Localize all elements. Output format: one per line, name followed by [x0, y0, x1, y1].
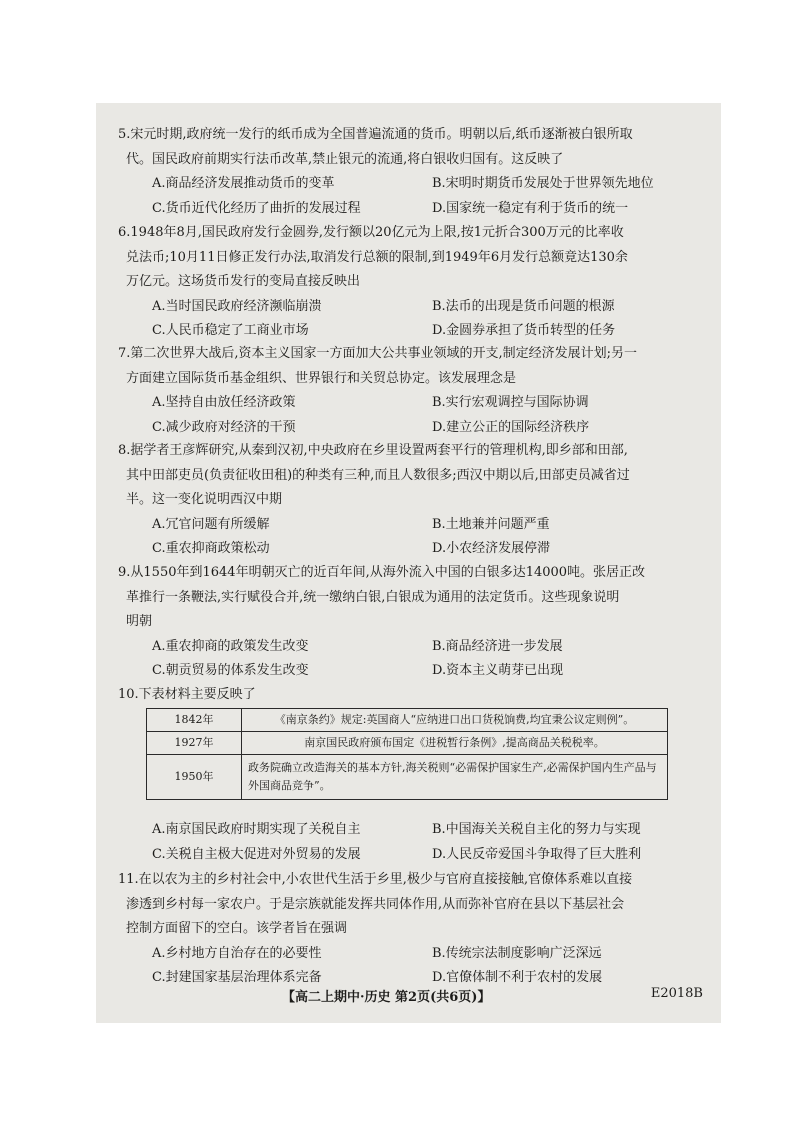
question-6: [118, 221, 702, 344]
paper-code: E2018B: [650, 986, 703, 1001]
table-cell-year: 1842年: [147, 709, 242, 732]
stem-line: 7.第二次世界大战后,资本主义国家一方面加大公共事业领域的开支,制定经济发展计划;另一: [118, 346, 638, 361]
stem-line: 9.从1550年到1644年明朝灭亡的近百年间,从海外流入中国的白银多达14000吨。张居正改: [118, 565, 646, 580]
option-a[interactable]: A.乡村地方自治存在的必要性: [152, 945, 322, 961]
table-cell-text: 《南京条约》规定:英国商人“应纳进口出口货税饷费,均宜秉公议定则例”。: [242, 709, 668, 732]
option-b[interactable]: B.法币的出现是货币问题的根源: [432, 298, 615, 314]
option-d[interactable]: D.金圆券承担了货币转型的任务: [432, 323, 616, 338]
question-7: [118, 342, 702, 440]
option-a[interactable]: A.冗官问题有所缓解: [152, 516, 270, 532]
stem-line: 5.宋元时期,政府统一发行的纸币成为全国普遍流通的货币。明朝以后,纸币逐渐被白银所取: [118, 127, 633, 142]
stem-line: 方面建立国际货币基金组织、世界银行和关贸总协定。该发展理念是: [126, 370, 517, 386]
stem-line: 10.下表材料主要反映了: [118, 687, 256, 702]
question-10-options: [122, 818, 702, 867]
option-d[interactable]: D.国家统一稳定有利于货币的统一: [432, 200, 629, 216]
stem-line: 半。这一变化说明西汉中期: [126, 492, 283, 507]
table-cell-year: 1927年: [147, 732, 242, 755]
options: [122, 172, 702, 221]
option-d[interactable]: D.建立公正的国际经济秩序: [432, 419, 590, 435]
stem-line: 6.1948年8月,国民政府发行金圆券,发行额以20亿元为上限,按1元折合300万元的比率收: [118, 225, 624, 240]
table-cell-text: 南京国民政府颁布国定《进税暂行条例》,提高商品关税税率。: [242, 732, 668, 755]
option-a[interactable]: A.重农抑商的政策发生改变: [152, 638, 309, 654]
question-stem: [118, 123, 702, 172]
options: [122, 818, 702, 867]
question-stem: [118, 221, 702, 295]
question-stem: [118, 439, 702, 513]
table-cell-text: 政务院确立改造海关的基本方针,海关税则“必需保护国家生产,必需保护国内生产品与外国商品竞争”。: [242, 755, 668, 800]
option-b[interactable]: B.土地兼并问题严重: [432, 516, 550, 532]
stem-line: 控制方面留下的空白。该学者旨在强调: [126, 921, 348, 936]
option-c[interactable]: C.封建国家基层治理体系完备: [152, 970, 322, 985]
stem-line: 兑法币;10月11日修正发行办法,取消发行总额的限制,到1949年6月发行总额竟达130余: [126, 249, 628, 265]
stem-line: 其中田部吏员(负责征收田租)的种类有三种,而且人数很多;西汉中期以后,田部吏员减省过: [126, 467, 630, 483]
option-d[interactable]: D.人民反帝爱国斗争取得了巨大胜利: [432, 846, 642, 862]
option-a[interactable]: A.坚持自由放任经济政策: [152, 395, 296, 410]
option-c[interactable]: C.重农抑商政策松动: [152, 541, 270, 556]
option-b[interactable]: B.中国海关关税自主化的努力与实现: [432, 822, 641, 837]
question-5: [118, 123, 702, 221]
question-stem: [118, 561, 702, 635]
option-d[interactable]: D.官僚体制不利于农村的发展: [432, 970, 603, 985]
material-table: [146, 708, 668, 800]
option-a[interactable]: A.商品经济发展推动货币的变革: [152, 176, 335, 191]
options: [122, 391, 702, 440]
stem-line: 明朝: [126, 614, 153, 629]
options: [122, 942, 702, 991]
table-row: [147, 732, 668, 755]
exam-page: [96, 103, 721, 1023]
table-row: [147, 755, 668, 800]
question-10: [118, 683, 702, 708]
options: [122, 513, 702, 562]
option-a[interactable]: A.当时国民政府经济濒临崩溃: [152, 298, 322, 314]
table-row: [147, 709, 668, 732]
option-c[interactable]: C.关税自主极大促进对外贸易的发展: [152, 846, 361, 862]
options: [122, 635, 702, 684]
options: [122, 295, 702, 344]
footer-label: 【高二上期中·历史 第2页(共6页)】: [282, 990, 491, 1005]
stem-line: 革推行一条鞭法,实行赋役合并,统一缴纳白银,白银成为通用的法定货币。这些现象说明: [126, 589, 620, 605]
question-stem: [118, 868, 702, 942]
option-b[interactable]: B.传统宗法制度影响广泛深远: [432, 945, 602, 961]
option-c[interactable]: C.朝贡贸易的体系发生改变: [152, 663, 309, 678]
option-b[interactable]: B.宋明时期货币发展处于世界领先地位: [432, 176, 654, 191]
stem-line: 8.据学者王彦辉研究,从秦到汉初,中央政府在乡里设置两套平行的管理机构,即乡部和田部,: [118, 443, 628, 458]
question-stem: [118, 683, 702, 708]
question-8: [118, 439, 702, 562]
option-d[interactable]: D.小农经济发展停滞: [432, 541, 551, 556]
option-a[interactable]: A.南京国民政府时期实现了关税自主: [152, 822, 361, 837]
stem-line: 代。国民政府前期实行法币改革,禁止银元的流通,将白银收归国有。这反映了: [126, 151, 564, 167]
question-stem: [118, 342, 702, 391]
stem-line: 万亿元。这场货币发行的变局直接反映出: [126, 274, 361, 289]
table-cell-year: 1950年: [147, 755, 242, 800]
option-c[interactable]: C.货币近代化经历了曲折的发展过程: [152, 200, 361, 216]
stem-line: 渗透到乡村每一家农户。于是宗族就能发挥共同体作用,从而弥补官府在县以下基层社会: [126, 896, 625, 912]
option-b[interactable]: B.商品经济进一步发展: [432, 638, 563, 654]
option-b[interactable]: B.实行宏观调控与国际协调: [432, 395, 589, 410]
option-c[interactable]: C.人民币稳定了工商业市场: [152, 323, 309, 338]
option-d[interactable]: D.资本主义萌芽已出现: [432, 663, 564, 678]
option-c[interactable]: C.减少政府对经济的干预: [152, 419, 296, 435]
question-11: [118, 868, 702, 991]
question-9: [118, 561, 702, 684]
stem-line: 11.在以农为主的乡村社会中,小农世代生活于乡里,极少与官府直接接触,官僚体系难以直接: [118, 872, 633, 887]
